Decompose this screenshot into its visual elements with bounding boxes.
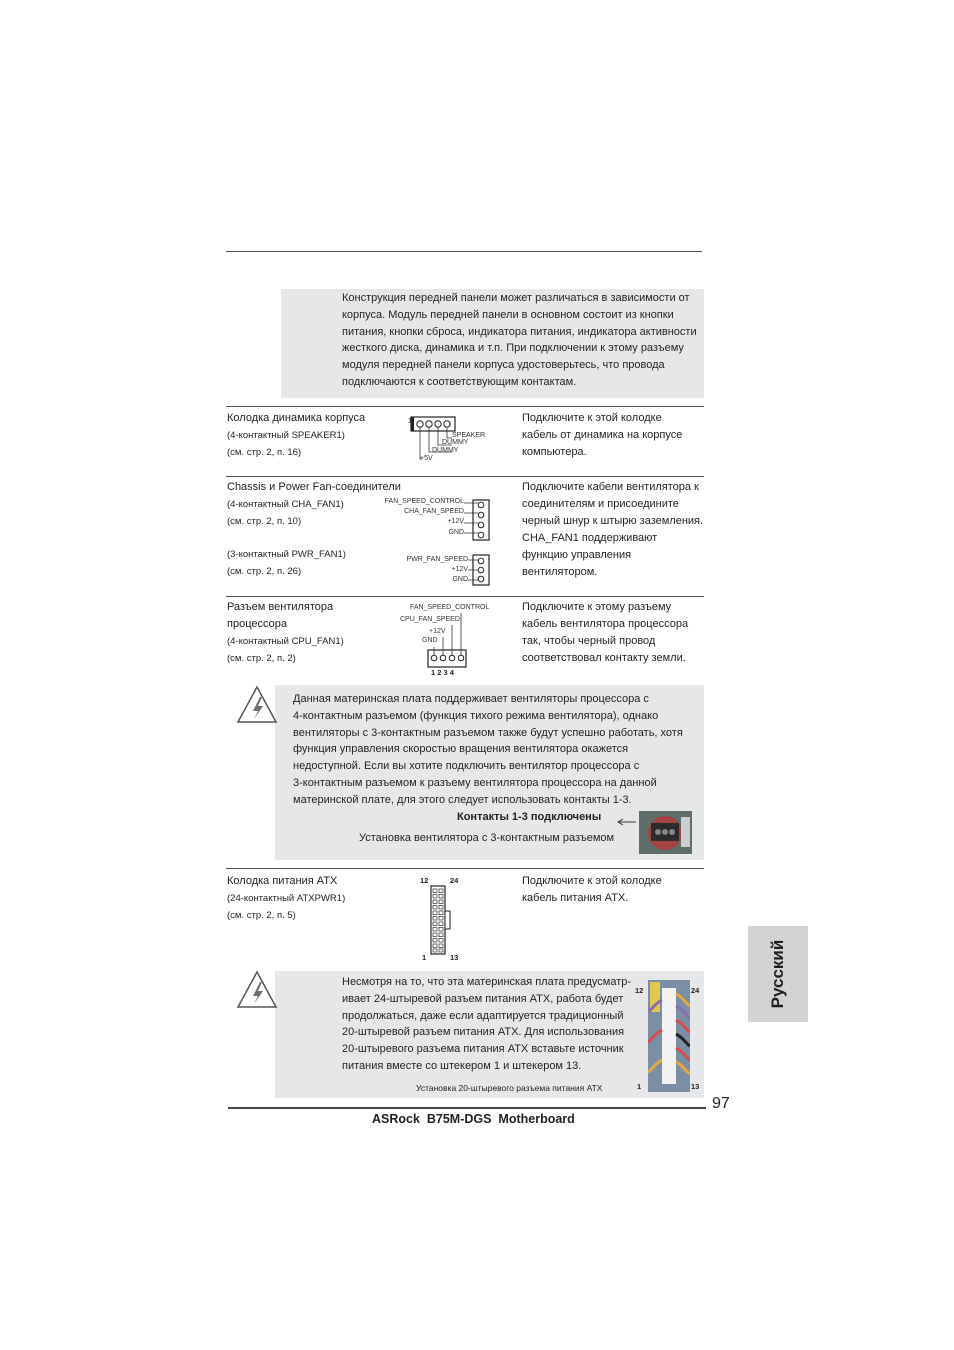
atx-pin-label: 1 — [422, 953, 427, 962]
cpu-fan-labels — [227, 599, 344, 667]
pwr-fan-pin-label: PWR_FAN_SPEED — [406, 556, 468, 563]
atx-pin-label: 13 — [450, 953, 459, 962]
section-rule — [226, 596, 704, 597]
cpu-fan-ref: (см. стр. 2, п. 2) — [227, 653, 296, 664]
cpu-fan-pin-numbers: 1 2 3 4 — [431, 668, 454, 677]
cha-fan-connector-diagram — [378, 498, 494, 542]
pwr-fan-ref: (см. стр. 2, п. 26) — [227, 566, 302, 577]
pwr-fan-header-drawing — [468, 554, 494, 586]
atx-subtitle: (24-контактный ATXPWR1) — [227, 893, 346, 904]
fan-note-line: Данная материнская плата поддерживает вентиляторы процессора с — [293, 693, 649, 705]
pwr-fan-subtitle: (3-контактный PWR_FAN1) — [227, 549, 346, 560]
atx-note-line: 20-штыревой разъем питания ATX. Для использования — [342, 1026, 625, 1039]
section-rule — [226, 868, 704, 869]
cha-fan-pin-label: GND — [448, 529, 464, 536]
chassis-fan-description — [522, 479, 712, 581]
cha-fan-header-drawing — [464, 498, 492, 542]
atx-connector-diagram — [418, 876, 466, 966]
atx-header-drawing — [430, 885, 452, 955]
speaker-pin-one: 1 — [408, 418, 412, 425]
pwr-fan-pin-label: +12V — [451, 566, 468, 573]
cpu-fan-title-line: процессора — [227, 618, 287, 630]
atx-desc-line: Подключите к этой колодке — [522, 875, 662, 887]
atx-note-line: 20-штыревого разъема питания ATX вставьте источник — [342, 1043, 624, 1056]
speaker-labels — [227, 410, 365, 461]
atx-note-line: питания вместе со штекером 1 и штекером 13. — [342, 1059, 582, 1072]
cpu-fan-pin-label: GND — [422, 637, 438, 644]
speaker-pin-label: +5V — [420, 455, 433, 462]
footer-model: ASRock B75M-DGS Motherboard — [372, 1112, 575, 1126]
fan-note-line: вентиляторы с 3-контактным разъемом также будут успешно работать, хотя — [293, 726, 683, 739]
atx-photo-pin-label: 24 — [691, 986, 700, 995]
cpu-fan-description — [522, 599, 707, 667]
cha-fan-labels — [227, 496, 344, 530]
footer-rule — [228, 1107, 706, 1109]
speaker-ref: (см. стр. 2, п. 16) — [227, 447, 302, 458]
atx-pin-label: 12 — [420, 876, 429, 885]
atx-photo-pin-label: 1 — [637, 1082, 642, 1091]
cpu-fan-desc-line: Подключите к этому разъему — [522, 601, 672, 613]
chassis-fan-desc-line: функцию управления — [522, 549, 632, 561]
fan-note-line: материнской плате, для этого следует использовать контакты 1-3. — [293, 793, 632, 806]
fan-install-photo — [639, 811, 692, 854]
pwr-fan-labels — [227, 546, 346, 580]
intro-note-line: Конструкция передней панели может различаться в зависимости от — [342, 292, 690, 304]
fan-note-line: функция управления скоростью вращения вентилятора окажется — [293, 743, 629, 756]
chassis-fan-desc-line: черный шнур к штырю заземления. — [522, 515, 704, 527]
atx-note-line: ивает 24-штыревой разъем питания ATX, работа будет — [342, 992, 624, 1005]
atx-pin-label: 24 — [450, 876, 459, 885]
intro-note-line: подключаются к соответствующим контактам. — [342, 375, 577, 388]
cha-fan-subtitle: (4-контактный CHA_FAN1) — [227, 499, 344, 510]
speaker-desc-line: Подключите к этой колодке — [522, 412, 662, 424]
atx-note-caption: Установка 20-штыревого разъема питания ATX — [416, 1083, 603, 1093]
fan-note-line: недоступной. Если вы хотите подключить вентилятор процессора с — [293, 760, 640, 773]
speaker-desc-line: кабель от динамика на корпусе — [522, 429, 683, 441]
atx-desc-line: кабель питания ATX. — [522, 892, 629, 904]
atx-install-photo — [634, 978, 704, 1096]
atx-photo-pin-label: 12 — [635, 986, 644, 995]
speaker-connector-diagram — [408, 414, 508, 464]
language-tab-label: Русский — [768, 939, 787, 1009]
chassis-fan-desc-line: CHA_FAN1 поддерживают — [522, 532, 658, 544]
chassis-fan-desc-line: соединителям и присоедините — [522, 498, 679, 510]
intro-note-line: корпуса. Модуль передней панели в основном состоит из кнопки — [342, 308, 674, 321]
speaker-description — [522, 410, 707, 461]
cha-fan-pin-label: FAN_SPEED_CONTROL — [384, 498, 464, 505]
atx-note-line: Несмотря на то, что эта материнская плата предусматр- — [342, 976, 632, 988]
intro-note-line: модуля передней панели корпуса удостоверьтесь, что провода — [342, 359, 665, 372]
chassis-fan-title: Chassis и Power Fan-соединители — [227, 481, 401, 493]
chassis-fan-desc-line: вентилятором. — [522, 566, 598, 578]
fan-note-caption: Установка вентилятора с 3-контактным разъемом — [359, 832, 615, 844]
cpu-fan-pin-label: +12V — [429, 628, 446, 635]
speaker-pin-label: DUMMY — [442, 439, 469, 446]
cpu-fan-pin-label: FAN_SPEED_CONTROL — [410, 604, 490, 611]
cpu-fan-pin-label: CPU_FAN_SPEED — [400, 616, 460, 623]
section-rule — [226, 406, 704, 407]
atx-ref: (см. стр. 2, п. 5) — [227, 910, 296, 921]
arrow-left-icon — [614, 814, 638, 824]
cha-fan-ref: (см. стр. 2, п. 10) — [227, 516, 302, 527]
warning-icon — [236, 970, 278, 1010]
pwr-fan-pin-label: GND — [452, 576, 468, 583]
cpu-fan-desc-line: кабель вентилятора процессора — [522, 618, 689, 630]
intro-note-line: жесткого диска, динамика и т.п. При подключении к этому разъему — [342, 342, 684, 355]
top-rule — [226, 251, 702, 252]
intro-note-line: питания, кнопки сброса, индикатора питания, индикатора активности — [342, 325, 697, 338]
fan-note — [293, 691, 698, 809]
speaker-subtitle: (4-контактный SPEAKER1) — [227, 430, 345, 441]
cpu-fan-title-line: Разъем вентилятора — [227, 601, 334, 613]
atx-photo-pin-label: 13 — [691, 1082, 700, 1091]
cpu-fan-subtitle: (4-контактный CPU_FAN1) — [227, 636, 344, 647]
fan-note-bold-caption: Контакты 1-3 подключены — [457, 811, 602, 823]
cpu-fan-connector-diagram — [398, 602, 498, 680]
atx-description — [522, 873, 707, 907]
intro-note — [342, 290, 712, 391]
fan-note-line: 3-контактным разъемом к разъему вентилятора процессора на данной — [293, 776, 657, 789]
atx-photo-drawing — [648, 980, 690, 1092]
cha-fan-pin-label: +12V — [447, 518, 464, 525]
cha-fan-pin-label: CHA_FAN_SPEED — [404, 508, 464, 515]
cpu-fan-desc-line: так, чтобы черный провод — [522, 635, 656, 647]
speaker-pin-label: DUMMY — [432, 447, 459, 454]
atx-note-line: продолжаться, даже если адаптируется традиционный — [342, 1009, 624, 1022]
warning-icon — [236, 685, 278, 725]
atx-labels — [227, 873, 345, 924]
language-tab — [748, 926, 808, 1022]
speaker-desc-line: компьютера. — [522, 446, 587, 458]
pwr-fan-connector-diagram — [400, 554, 494, 586]
speaker-title: Колодка динамика корпуса — [227, 412, 366, 424]
section-rule — [226, 476, 704, 477]
atx-note — [342, 974, 642, 1075]
cpu-fan-desc-line: соответствовал контакту земли. — [522, 652, 686, 664]
speaker-pin-label: SPEAKER — [452, 432, 486, 439]
atx-title: Колодка питания ATX — [227, 875, 338, 887]
chassis-fan-desc-line: Подключите кабели вентилятора к — [522, 481, 699, 493]
fan-note-line: 4-контактным разъемом (функция тихого режима вентилятора), однако — [293, 709, 659, 722]
page-number: 97 — [712, 1095, 730, 1112]
